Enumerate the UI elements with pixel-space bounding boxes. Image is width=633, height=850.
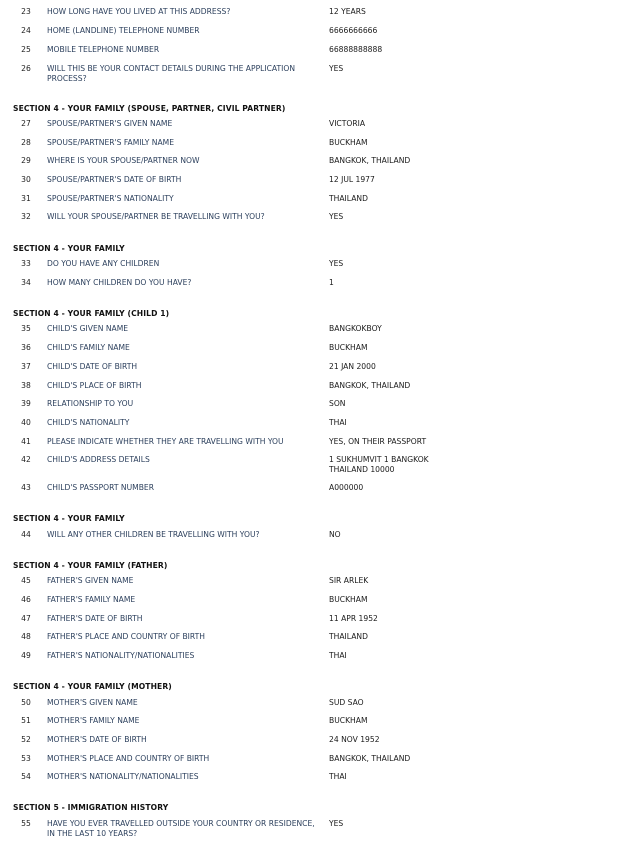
answer-value: BANGKOKBOY xyxy=(329,324,382,333)
answer-value: THAI xyxy=(329,651,347,660)
question-number: 32 xyxy=(21,212,31,221)
answer-value: YES xyxy=(329,819,344,828)
question-label: HOW LONG HAVE YOU LIVED AT THIS ADDRESS? xyxy=(47,7,231,16)
question-number: 48 xyxy=(21,632,31,641)
question-label: WILL ANY OTHER CHILDREN BE TRAVELLING WITH YOU? xyxy=(47,530,260,539)
question-label: WILL YOUR SPOUSE/PARTNER BE TRAVELLING WITH YOU? xyxy=(47,212,265,221)
answer-value: 11 APR 1952 xyxy=(329,614,378,623)
question-number: 54 xyxy=(21,772,31,781)
answer-value: SIR ARLEK xyxy=(329,576,369,585)
question-number: 35 xyxy=(21,324,31,333)
question-label: WILL THIS BE YOUR CONTACT DETAILS DURING THE APPLICATION PROCESS? xyxy=(47,64,296,83)
question-number: 36 xyxy=(21,343,31,352)
answer-value: 24 NOV 1952 xyxy=(329,735,380,744)
question-number: 29 xyxy=(21,156,31,165)
question-label: MOTHER'S NATIONALITY/NATIONALITIES xyxy=(47,772,199,781)
question-number: 33 xyxy=(21,259,31,268)
question-label: CHILD'S GIVEN NAME xyxy=(47,324,129,333)
section-heading: SECTION 4 - YOUR FAMILY (FATHER) xyxy=(13,561,168,570)
answer-value: 1 SUKHUMVIT 1 BANGKOK THAILAND 10000 xyxy=(329,455,429,474)
question-label: CHILD'S FAMILY NAME xyxy=(47,343,130,352)
question-number: 44 xyxy=(21,530,31,539)
question-number: 40 xyxy=(21,418,31,427)
question-number: 25 xyxy=(21,45,31,54)
question-number: 47 xyxy=(21,614,31,623)
question-number: 23 xyxy=(21,7,31,16)
section-heading: SECTION 4 - YOUR FAMILY xyxy=(13,244,125,253)
answer-value: THAI xyxy=(329,772,347,781)
answer-value: YES, ON THEIR PASSPORT xyxy=(329,437,427,446)
question-label: MOTHER'S FAMILY NAME xyxy=(47,716,140,725)
answer-value: BUCKHAM xyxy=(329,138,368,147)
question-number: 26 xyxy=(21,64,31,73)
answer-value: THAILAND xyxy=(329,194,368,203)
question-number: 39 xyxy=(21,399,31,408)
answer-value: SON xyxy=(329,399,346,408)
question-label: MOTHER'S GIVEN NAME xyxy=(47,698,138,707)
question-number: 42 xyxy=(21,455,31,464)
question-number: 38 xyxy=(21,381,31,390)
answer-value: 6666666666 xyxy=(329,26,378,35)
section-heading: SECTION 4 - YOUR FAMILY xyxy=(13,514,125,523)
answer-value: SUD SAO xyxy=(329,698,364,707)
question-number: 55 xyxy=(21,819,31,828)
question-label: CHILD'S PASSPORT NUMBER xyxy=(47,483,154,492)
question-label: MOTHER'S DATE OF BIRTH xyxy=(47,735,147,744)
answer-value: 21 JAN 2000 xyxy=(329,362,376,371)
answer-value: 12 JUL 1977 xyxy=(329,175,375,184)
answer-value: BANGKOK, THAILAND xyxy=(329,754,411,763)
answer-value: BUCKHAM xyxy=(329,595,368,604)
section-heading: SECTION 5 - IMMIGRATION HISTORY xyxy=(13,803,169,812)
question-label: FATHER'S PLACE AND COUNTRY OF BIRTH xyxy=(47,632,205,641)
answer-value: VICTORIA xyxy=(329,119,366,128)
question-label: HOW MANY CHILDREN DO YOU HAVE? xyxy=(47,278,192,287)
question-number: 37 xyxy=(21,362,31,371)
question-label: DO YOU HAVE ANY CHILDREN xyxy=(47,259,160,268)
question-label: RELATIONSHIP TO YOU xyxy=(47,399,134,408)
question-label: CHILD'S DATE OF BIRTH xyxy=(47,362,138,371)
question-label: HOME (LANDLINE) TELEPHONE NUMBER xyxy=(47,26,200,35)
question-label: MOTHER'S PLACE AND COUNTRY OF BIRTH xyxy=(47,754,210,763)
question-number: 53 xyxy=(21,754,31,763)
question-number: 30 xyxy=(21,175,31,184)
answer-value: NO xyxy=(329,530,341,539)
question-label: SPOUSE/PARTNER'S DATE OF BIRTH xyxy=(47,175,182,184)
answer-value: 1 xyxy=(329,278,334,287)
answer-value: YES xyxy=(329,259,344,268)
question-label: FATHER'S DATE OF BIRTH xyxy=(47,614,143,623)
question-number: 24 xyxy=(21,26,31,35)
question-number: 43 xyxy=(21,483,31,492)
question-number: 28 xyxy=(21,138,31,147)
answer-value: A000000 xyxy=(329,483,364,492)
question-label: CHILD'S NATIONALITY xyxy=(47,418,130,427)
question-number: 34 xyxy=(21,278,31,287)
question-label: HAVE YOU EVER TRAVELLED OUTSIDE YOUR COUNTRY OR RESIDENCE, IN THE LAST 10 YEARS? xyxy=(47,819,315,838)
question-number: 27 xyxy=(21,119,31,128)
answer-value: BUCKHAM xyxy=(329,716,368,725)
question-number: 49 xyxy=(21,651,31,660)
answer-value: THAI xyxy=(329,418,347,427)
question-number: 51 xyxy=(21,716,31,725)
answer-value: 12 YEARS xyxy=(329,7,366,16)
question-label: SPOUSE/PARTNER'S NATIONALITY xyxy=(47,194,174,203)
question-number: 46 xyxy=(21,595,31,604)
section-heading: SECTION 4 - YOUR FAMILY (MOTHER) xyxy=(13,682,172,691)
question-label: SPOUSE/PARTNER'S FAMILY NAME xyxy=(47,138,174,147)
answer-value: BANGKOK, THAILAND xyxy=(329,381,411,390)
question-label: WHERE IS YOUR SPOUSE/PARTNER NOW xyxy=(47,156,200,165)
question-label: FATHER'S FAMILY NAME xyxy=(47,595,136,604)
question-number: 52 xyxy=(21,735,31,744)
question-number: 41 xyxy=(21,437,31,446)
question-label: CHILD'S PLACE OF BIRTH xyxy=(47,381,142,390)
question-label: CHILD'S ADDRESS DETAILS xyxy=(47,455,150,464)
question-number: 31 xyxy=(21,194,31,203)
answer-value: BUCKHAM xyxy=(329,343,368,352)
question-label: SPOUSE/PARTNER'S GIVEN NAME xyxy=(47,119,173,128)
section-heading: SECTION 4 - YOUR FAMILY (CHILD 1) xyxy=(13,309,170,318)
answer-value: YES xyxy=(329,212,344,221)
question-label: FATHER'S NATIONALITY/NATIONALITIES xyxy=(47,651,195,660)
section-heading: SECTION 4 - YOUR FAMILY (SPOUSE, PARTNER, CIVIL PARTNER) xyxy=(13,104,286,113)
question-label: FATHER'S GIVEN NAME xyxy=(47,576,134,585)
question-label: PLEASE INDICATE WHETHER THEY ARE TRAVELLING WITH YOU xyxy=(47,437,284,446)
answer-value: YES xyxy=(329,64,344,73)
answer-value: THAILAND xyxy=(329,632,368,641)
answer-value: 66888888888 xyxy=(329,45,383,54)
question-number: 45 xyxy=(21,576,31,585)
question-label: MOBILE TELEPHONE NUMBER xyxy=(47,45,160,54)
answer-value: BANGKOK, THAILAND xyxy=(329,156,411,165)
question-number: 50 xyxy=(21,698,31,707)
